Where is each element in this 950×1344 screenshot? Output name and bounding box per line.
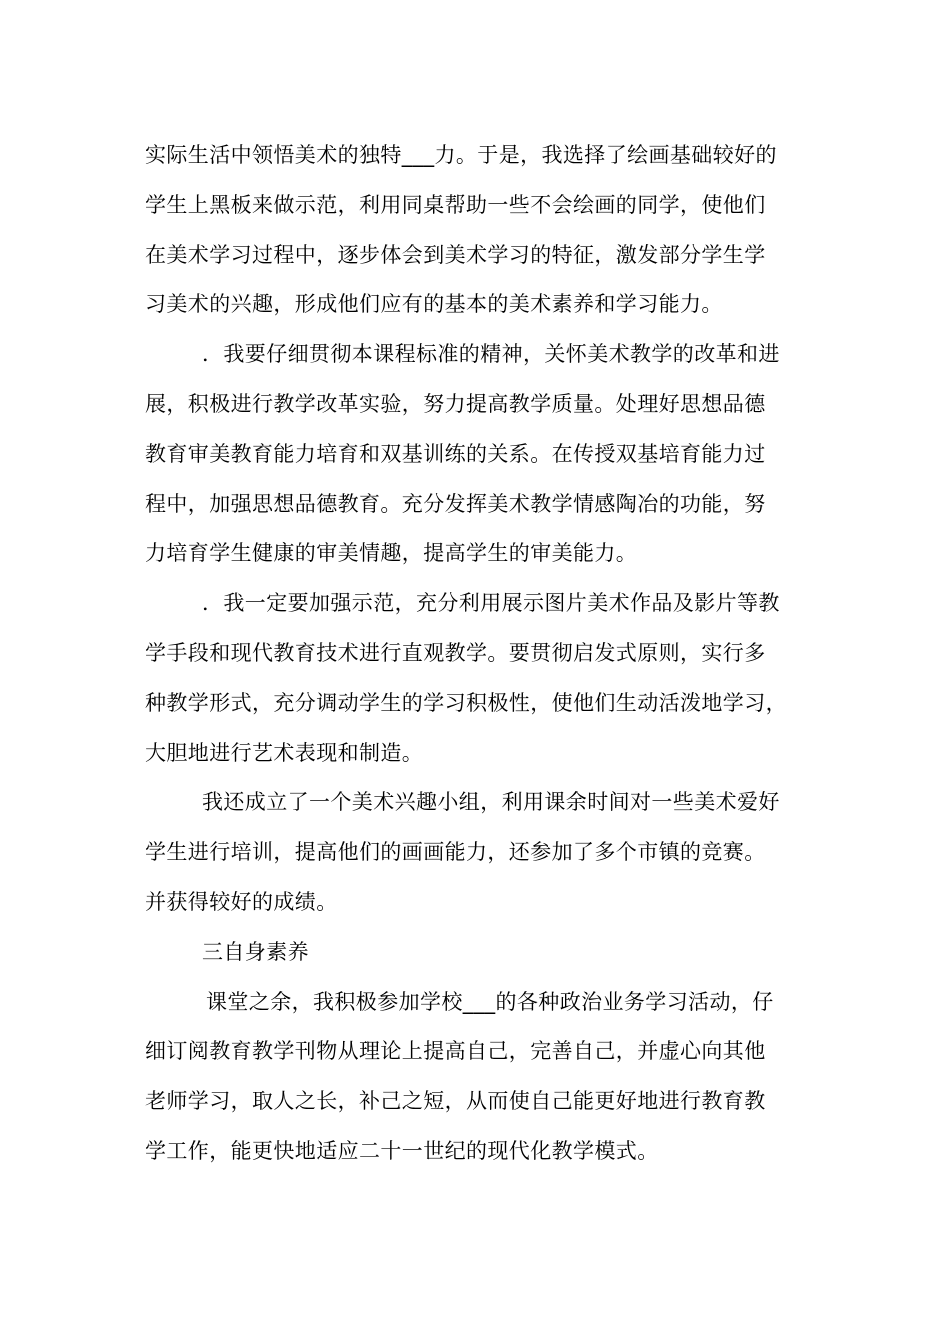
paragraph-start-line: 课堂之余，我积极参加学校___的各种政治业务学习活动，仔	[206, 989, 774, 1014]
text-line: 在美术学习过程中，逐步体会到美术学习的特征，激发部分学生学	[145, 242, 766, 267]
text-line: 细订阅教育教学刊物从理论上提高自己，完善自己，并虚心向其他	[145, 1039, 766, 1064]
paragraph-start-line: ．我一定要加强示范，充分利用展示图片美术作品及影片等教	[202, 591, 780, 616]
text-line: 力培育学生健康的审美情趣，提高学生的审美能力。	[145, 541, 638, 566]
text-line: 程中，加强思想品德教育。充分发挥美术教学情感陶冶的功能，努	[145, 491, 766, 516]
text-line: 教育审美教育能力培育和双基训练的关系。在传授双基培育能力过	[145, 441, 766, 466]
text-line: 种教学形式，充分调动学生的学习积极性，使他们生动活泼地学习，	[145, 690, 787, 715]
text-line: 并获得较好的成绩。	[145, 889, 338, 914]
text-line: 展，积极进行教学改革实验，努力提高教学质量。处理好思想品德	[145, 391, 766, 416]
text-line: 学工作，能更快地适应二十一世纪的现代化教学模式。	[145, 1138, 659, 1163]
text-line: 学生进行培训，提高他们的画画能力，还参加了多个市镇的竞赛。	[145, 840, 766, 865]
paragraph-start-line: ．我要仔细贯彻本课程标准的精神，关怀美术教学的改革和进	[202, 342, 780, 367]
text-line: 学生上黑板来做示范，利用同桌帮助一些不会绘画的同学，使他们	[145, 192, 766, 217]
text-line: 习美术的兴趣，形成他们应有的基本的美术素养和学习能力。	[145, 292, 723, 317]
text-line: 老师学习，取人之长，补己之短，从而使自己能更好地进行教育教	[145, 1089, 766, 1114]
paragraph-start-line: 我还成立了一个美术兴趣小组，利用课余时间对一些美术爱好	[202, 790, 780, 815]
text-line: 实际生活中领悟美术的独特___力。于是，我选择了绘画基础较好的	[145, 143, 777, 167]
section-heading: 三自身素养	[202, 939, 309, 964]
body-text	[145, 131, 835, 1177]
text-line: 学手段和现代教育技术进行直观教学。要贯彻启发式原则，实行多	[145, 640, 766, 665]
text-line: 大胆地进行艺术表现和制造。	[145, 740, 424, 765]
